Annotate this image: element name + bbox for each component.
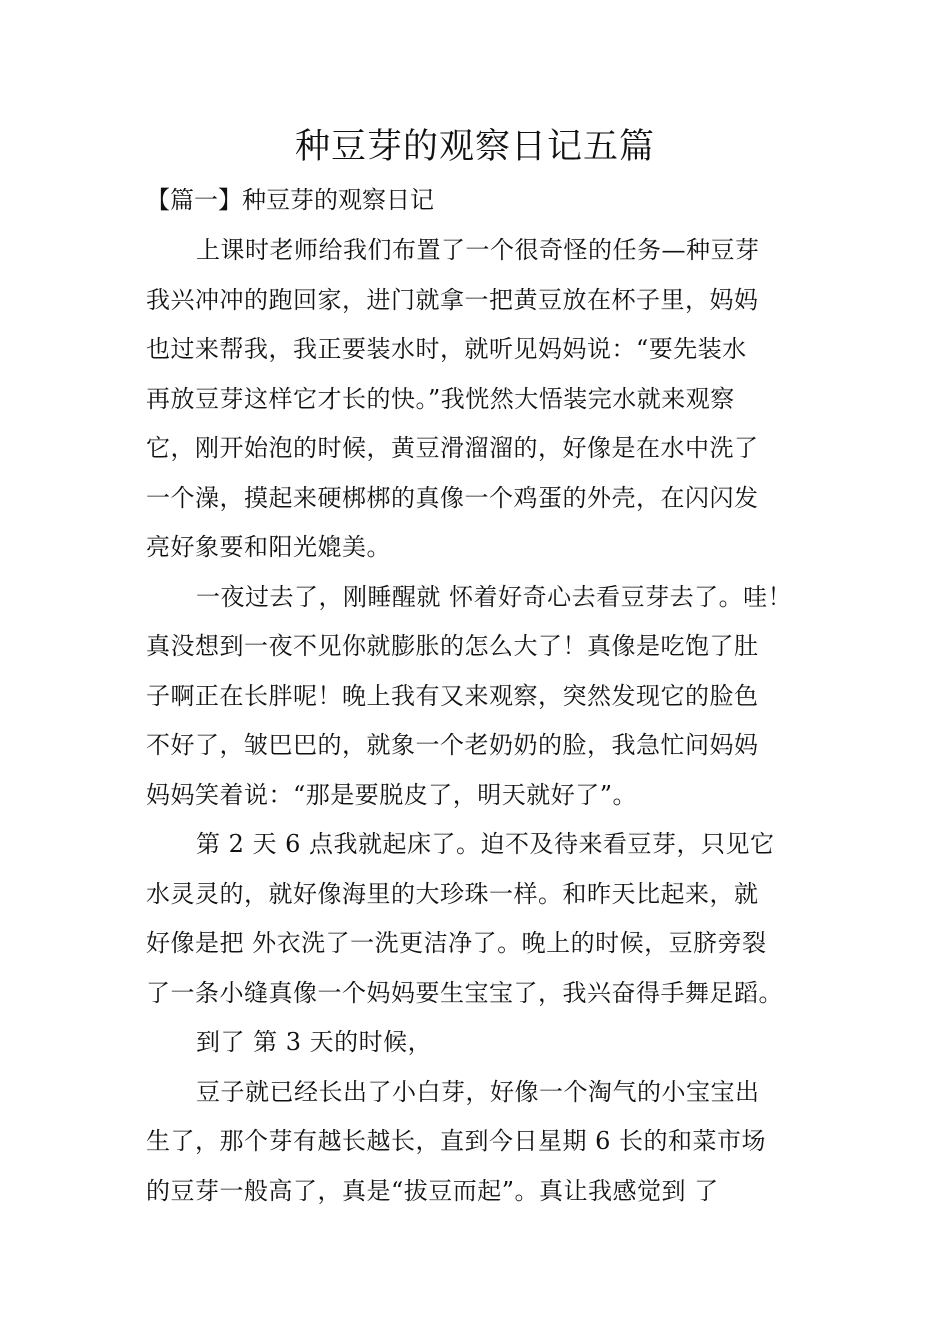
paragraph-line: 不好了，皱巴巴的，就象一个老奶奶的脸，我急忙问妈妈 <box>146 731 759 759</box>
paragraph-line: 豆子就已经长出了小白芽，好像一个淘气的小宝宝出 <box>196 1078 760 1106</box>
paragraph-line: 一个澡，摸起来硬梆梆的真像一个鸡蛋的外壳，在闪闪发 <box>146 484 759 512</box>
paragraph-line: 生了，那个芽有越长越长，直到今日星期 6 长的和菜市场 <box>146 1127 767 1155</box>
paragraph-line: 它，刚开始泡的时候，黄豆滑溜溜的，好像是在水中洗了 <box>146 434 759 462</box>
paragraph-line: 上课时老师给我们布置了一个很奇怪的任务—种豆芽 <box>196 236 760 264</box>
paragraph-line: 妈妈笑着说：“那是要脱皮了，明天就好了”。 <box>146 781 638 809</box>
paragraph-line: 亮好象要和阳光媲美。 <box>146 533 391 561</box>
document-title: 种豆芽的观察日记五篇 <box>294 127 655 167</box>
paragraph-line: 水灵灵的，就好像海里的大珍珠一样。和昨天比起来，就 <box>146 880 759 908</box>
paragraph-line: 一夜过去了，刚睡醒就 怀着好奇心去看豆芽去了。哇！ <box>196 583 793 611</box>
paragraph-line: 好像是把 外衣洗了一洗更洁净了。晚上的时候，豆脐旁裂 <box>146 929 767 957</box>
paragraph-line: 到了 第 3 天的时候， <box>196 1028 433 1056</box>
paragraph-line: 子啊正在长胖呢！晚上我有又来观察，突然发现它的脸色 <box>146 682 759 710</box>
paragraph-line: 也过来帮我，我正要装水时，就听见妈妈说：“要先装水 <box>146 335 747 363</box>
paragraph-line: 了一条小缝真像一个妈妈要生宝宝了，我兴奋得手舞足蹈。 <box>146 979 783 1007</box>
section-heading: 【篇一】种豆芽的观察日记 <box>146 186 434 214</box>
paragraph-line: 的豆芽一般高了，真是“拔豆而起”。真让我感觉到 了 <box>146 1177 719 1205</box>
paragraph-line: 真没想到一夜不见你就膨胀的怎么大了！真像是吃饱了肚 <box>146 632 759 660</box>
paragraph-line: 第 2 天 6 点我就起床了。迫不及待来看豆芽，只见它 <box>196 830 775 858</box>
paragraph-line: 我兴冲冲的跑回家，进门就拿一把黄豆放在杯子里，妈妈 <box>146 286 759 314</box>
paragraph-line: 再放豆芽这样它才长的快。”我恍然大悟装完水就来观察 <box>146 385 735 413</box>
